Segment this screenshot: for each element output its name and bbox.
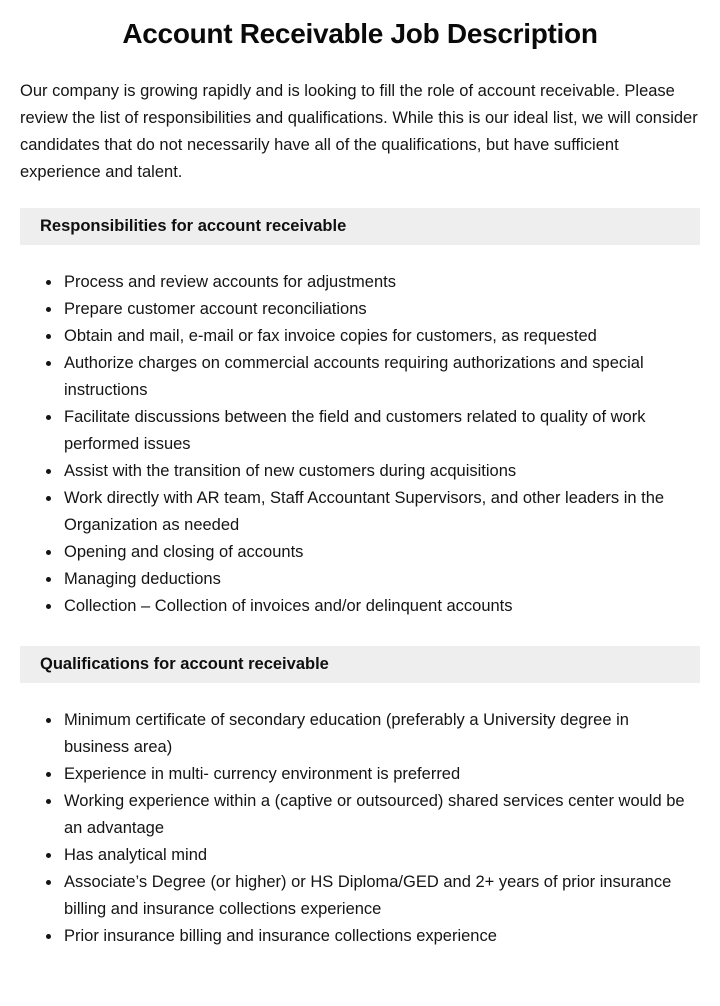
section-responsibilities bbox=[20, 208, 700, 620]
list-item: • Managing deductions bbox=[62, 566, 696, 593]
list-item: • Experience in multi- currency environment is preferred bbox=[62, 761, 696, 788]
list-item: • Obtain and mail, e-mail or fax invoice copies for customers, as requested bbox=[62, 323, 696, 350]
list-item: • Prepare customer account reconciliations bbox=[62, 296, 696, 323]
section-qualifications bbox=[20, 646, 700, 950]
responsibilities-list bbox=[20, 269, 700, 620]
section-header-qualifications: Qualifications for account receivable bbox=[20, 646, 700, 683]
page-title: Account Receivable Job Description bbox=[122, 18, 598, 49]
list-item: • Collection – Collection of invoices and/or delinquent accounts bbox=[62, 593, 696, 620]
list-item: • Facilitate discussions between the field and customers related to quality of work performed issues bbox=[62, 404, 696, 458]
section-header-responsibilities: Responsibilities for account receivable bbox=[20, 208, 700, 245]
list-item: • Minimum certificate of secondary education (preferably a University degree in business area) bbox=[62, 707, 696, 761]
list-item: • Opening and closing of accounts bbox=[62, 539, 696, 566]
intro-paragraph: Our company is growing rapidly and is looking to fill the role of account receivable. Please review the list of responsibilities and qualifications. While this is our ideal list, we will consider candidates that do not necessarily have all of the qualifications, but have sufficient experience and talent. bbox=[20, 82, 698, 181]
list-item: • Work directly with AR team, Staff Accountant Supervisors, and other leaders in the Organization as needed bbox=[62, 485, 696, 539]
list-item: • Working experience within a (captive or outsourced) shared services center would be an advantage bbox=[62, 788, 696, 842]
list-item: • Assist with the transition of new customers during acquisitions bbox=[62, 458, 696, 485]
list-item: • Has analytical mind bbox=[62, 842, 696, 869]
list-item: • Prior insurance billing and insurance collections experience bbox=[62, 923, 696, 950]
qualifications-list bbox=[20, 707, 700, 950]
list-item: • Associate’s Degree (or higher) or HS Diploma/GED and 2+ years of prior insurance billing and insurance collections experience bbox=[62, 869, 696, 923]
list-item: • Authorize charges on commercial accounts requiring authorizations and special instructions bbox=[62, 350, 696, 404]
list-item: • Process and review accounts for adjustments bbox=[62, 269, 696, 296]
